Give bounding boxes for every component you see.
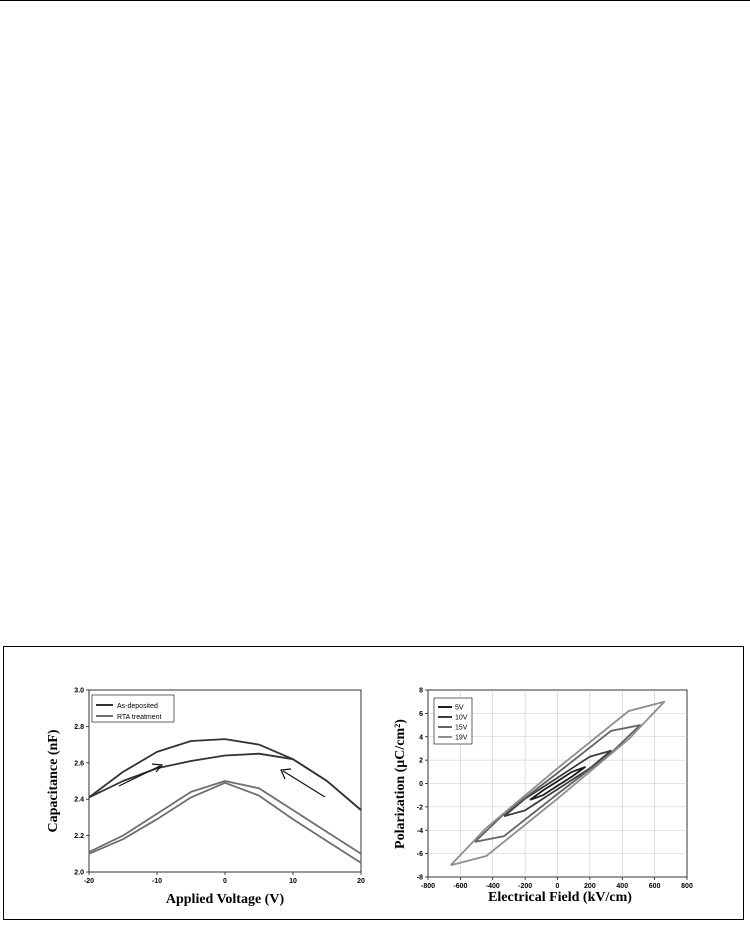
- y-tick-label: 2.8: [74, 723, 84, 731]
- x-tick-label: 20: [357, 878, 365, 885]
- x-tick-label: -800: [420, 883, 436, 890]
- cv-ylabel: Capacitance (nF): [46, 729, 61, 833]
- x-tick-label: -10: [151, 878, 163, 885]
- y-tick-label: 6: [419, 710, 423, 718]
- x-tick-label: -400: [485, 883, 500, 890]
- pe-ylabel: Polarization (μC/cm²): [393, 719, 408, 849]
- x-tick-label: -20: [83, 878, 95, 885]
- pe-legend-label-3: 19V: [455, 734, 468, 742]
- pe-xlabel: Electrical Field (kV/cm): [488, 890, 632, 905]
- pe-legend-label-1: 10V: [455, 714, 468, 722]
- x-tick-label: 10: [289, 878, 297, 885]
- y-tick-label: 2: [419, 757, 423, 765]
- x-tick-label: 200: [584, 883, 596, 890]
- cv-legend-label-0: As-deposited: [117, 703, 158, 710]
- y-tick-label: -6: [416, 851, 423, 859]
- y-tick-label: 0: [419, 781, 423, 788]
- y-tick-label: 2.6: [74, 760, 84, 768]
- y-tick-label: 2.4: [74, 796, 84, 804]
- y-tick-label: -8: [416, 874, 423, 882]
- y-tick-label: -2: [416, 804, 423, 812]
- y-tick-label: 2.0: [74, 869, 84, 877]
- x-tick-label: -200: [518, 883, 533, 890]
- y-tick-label: 8: [419, 687, 423, 695]
- cv-xlabel: Applied Voltage (V): [165, 892, 285, 907]
- x-tick-label: 800: [681, 883, 693, 890]
- y-tick-label: 2.2: [74, 833, 84, 841]
- x-tick-label: 400: [616, 883, 629, 890]
- pe-legend-label-0: 5V: [455, 704, 464, 712]
- cv-legend-label-1: RTA treatment: [117, 714, 162, 721]
- x-tick-label: 0: [223, 878, 227, 885]
- pe-legend: [434, 698, 472, 744]
- y-tick-label: 3.0: [74, 687, 84, 695]
- x-tick-label: 0: [555, 883, 560, 890]
- x-tick-label: -600: [453, 883, 468, 890]
- y-tick-label: 4: [419, 734, 423, 742]
- y-tick-label: -4: [416, 827, 423, 835]
- pe-legend-label-2: 15V: [455, 724, 468, 732]
- x-tick-label: 600: [648, 883, 661, 890]
